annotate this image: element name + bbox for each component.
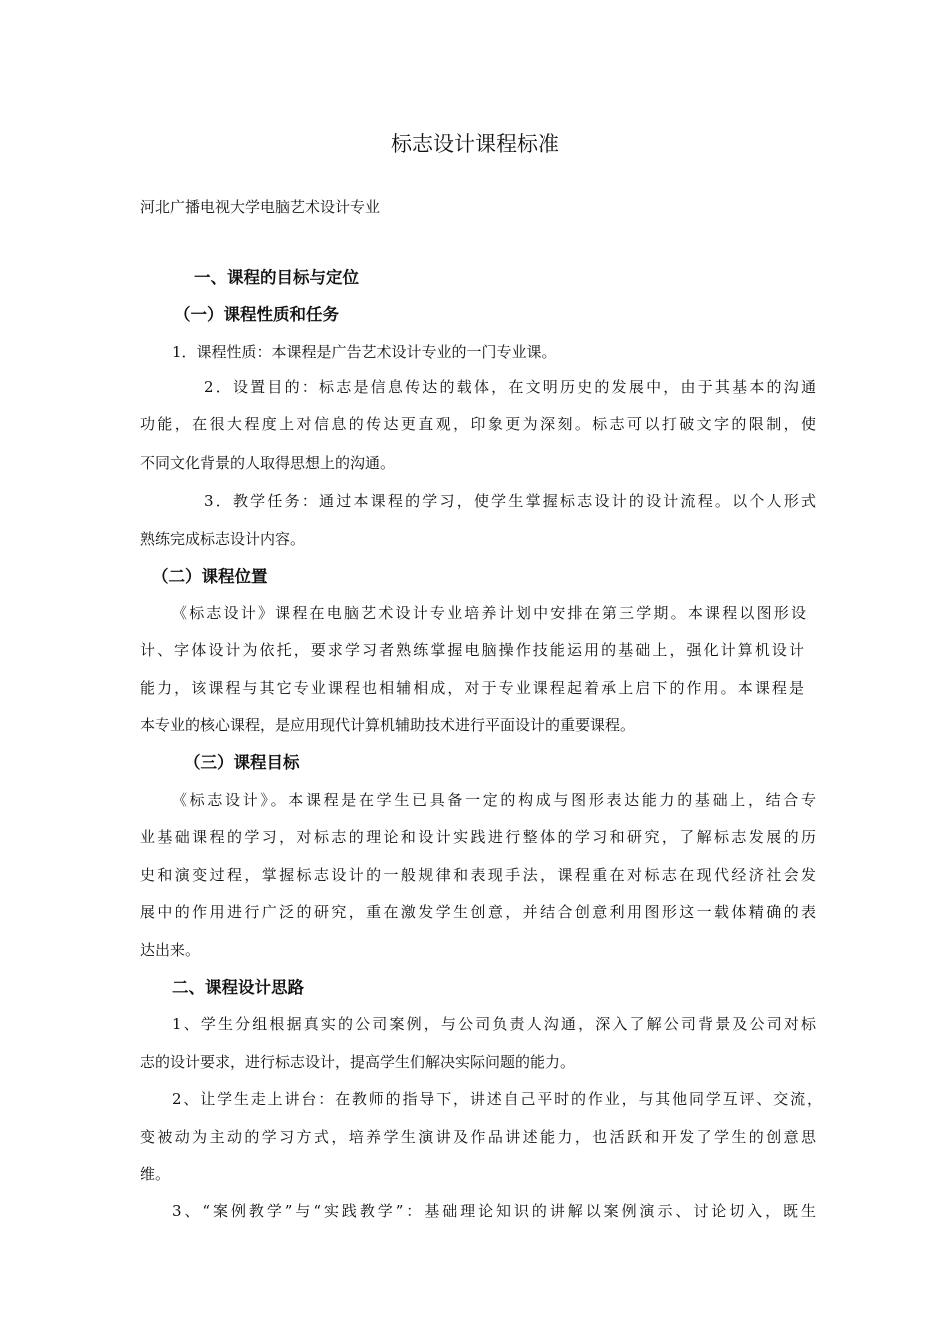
paragraph-design-2-line-2: 变被动为主动的学习方式，培养学生演讲及作品讲述能力，也活跃和开发了学生的创意思 [140,1128,816,1146]
paragraph-purpose-line-1: 2．设置目的：标志是信息传达的载体，在文明历史的发展中，由于其基本的沟通 [204,378,816,396]
paragraph-course-nature: 1．课程性质：本课程是广告艺术设计专业的一门专业课。 [172,343,557,361]
section-heading-2: 二、课程设计思路 [172,978,304,997]
paragraph-task-line-1: 3．教学任务：通过本课程的学习，使学生掌握标志设计的设计流程。以个人形式 [204,492,816,510]
subsection-heading-1-2: （二）课程位置 [152,567,268,586]
document-subtitle: 河北广播电视大学电脑艺术设计专业 [140,198,381,216]
subsection-heading-1-1: （一）课程性质和任务 [174,305,339,324]
paragraph-goal-line-3: 史和演变过程，掌握标志设计的一般规律和表现手法，课程重在对标志在现代经济社会发 [140,866,816,884]
paragraph-position-line-1: 《标志设计》课程在电脑艺术设计专业培养计划中安排在第三学期。本课程以图形设 [172,604,806,622]
subsection-heading-1-3: （三）课程目标 [184,753,300,772]
paragraph-task-line-2: 熟练完成标志设计内容。 [140,530,306,548]
paragraph-goal-line-4: 展中的作用进行广泛的研究，重在激发学生创意，并结合创意利用图形这一载体精确的表 [140,903,816,921]
paragraph-design-2-line-1: 2、让学生走上讲台：在教师的指导下，讲述自己平时的作业，与其他同学互评、交流， [172,1090,822,1108]
paragraph-purpose-line-2: 功能，在很大程度上对信息的传达更直观，印象更为深刻。标志可以打破文字的限制，使 [140,415,816,433]
paragraph-design-1-line-2: 志的设计要求，进行标志设计，提高学生们解决实际问题的能力。 [140,1053,576,1071]
paragraph-position-line-4: 本专业的核心课程，是应用现代计算机辅助技术进行平面设计的重要课程。 [140,716,636,734]
paragraph-purpose-line-3: 不同文化背景的人取得思想上的沟通。 [140,454,396,472]
paragraph-goal-line-2: 业基础课程的学习，对标志的理论和设计实践进行整体的学习和研究，了解标志发展的历 [140,828,816,846]
paragraph-goal-line-5: 达出来。 [140,941,201,959]
document-title: 标志设计课程标准 [391,132,559,156]
paragraph-position-line-3: 能力，该课程与其它专业课程也相辅相成，对于专业课程起着承上启下的作用。本课程是 [140,679,804,697]
paragraph-design-2-line-3: 维。 [140,1165,171,1183]
paragraph-position-line-2: 计、字体设计为依托，要求学习者熟练掌握电脑操作技能运用的基础上，强化计算机设计 [140,641,804,659]
section-heading-1: 一、课程的目标与定位 [194,268,359,287]
paragraph-goal-line-1: 《标志设计》。本课程是在学生已具备一定的构成与图形表达能力的基础上，结合专 [172,791,816,809]
paragraph-design-1-line-1: 1、学生分组根据真实的公司案例，与公司负责人沟通，深入了解公司背景及公司对标 [172,1015,816,1033]
paragraph-design-3-line-1: 3、“案例教学”与“实践教学”：基础理论知识的讲解以案例演示、讨论切入，既生 [172,1202,816,1220]
